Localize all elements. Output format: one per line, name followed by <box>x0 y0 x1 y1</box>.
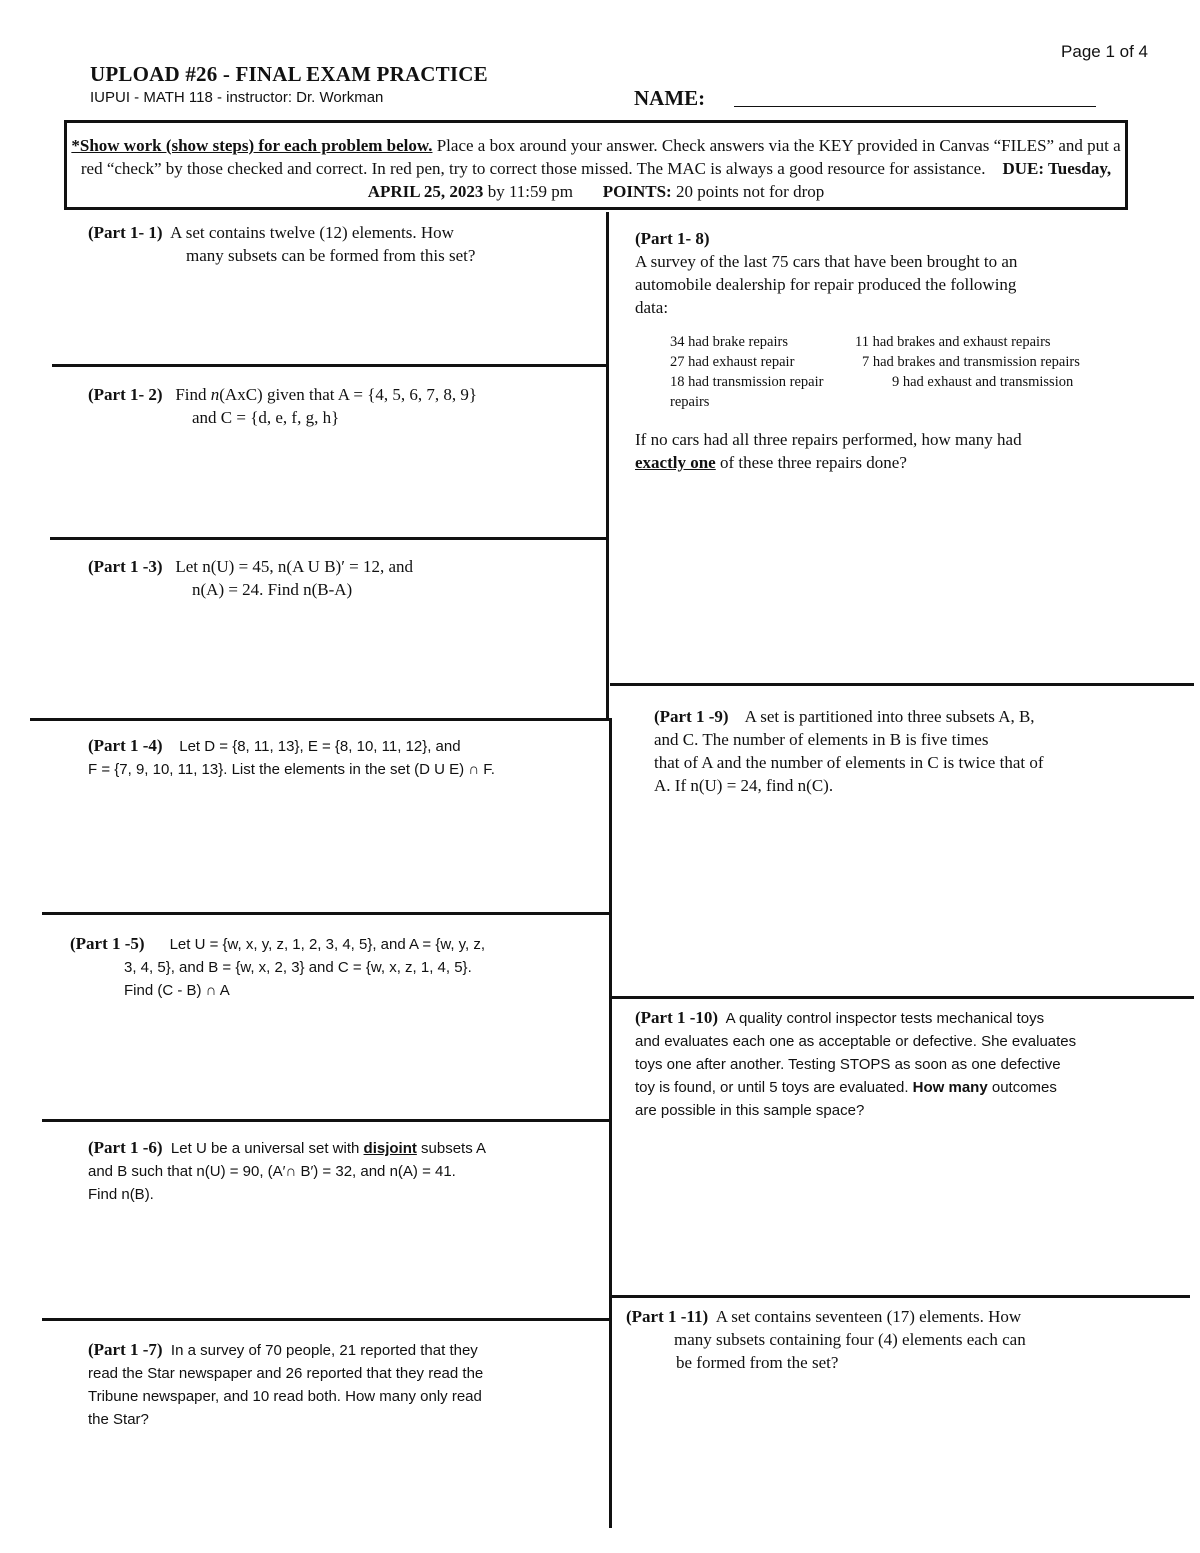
problem-8-question <box>635 428 1155 474</box>
problem-text: that of A and the number of elements in C is twice that of <box>654 753 1044 772</box>
divider-h-right-2 <box>612 996 1194 999</box>
course-subtitle: IUPUI - MATH 118 - instructor: Dr. Workman <box>90 89 384 106</box>
instructions-box <box>64 120 1128 210</box>
problem-label: (Part 1 -5) <box>70 934 145 953</box>
problem-text: A set is partitioned into three subsets A, B, <box>744 707 1035 726</box>
problem-5 <box>70 932 605 1002</box>
problem-9 <box>654 705 1174 797</box>
problem-4 <box>88 734 603 781</box>
problem-label: (Part 1 -4) <box>88 736 163 755</box>
problem-text: Let U = {w, x, y, z, 1, 2, 3, 4, 5}, and A = {w, y, z, <box>169 936 486 953</box>
survey-data-item: 18 had transmission repair <box>670 374 824 390</box>
divider-h-1 <box>52 364 608 367</box>
problem-text: are possible in this sample space? <box>635 1102 865 1119</box>
problem-text: A set contains twelve (12) elements. How <box>170 223 454 242</box>
points-text: 20 points not for drop <box>671 182 825 201</box>
problem-text: Let U be a universal set with <box>170 1140 364 1157</box>
problem-8 <box>635 227 1155 319</box>
problem-label: (Part 1- 8) <box>635 229 710 248</box>
due-label: DUE: Tuesday, APRIL 25, 2023 <box>367 159 1112 201</box>
problem-label: (Part 1 -9) <box>654 707 729 726</box>
instructions-text: Place a box around your answer. Check answers via the KEY provided in Canvas “FILES” and put a red “check” by those checked and correct. In red pen, try to correct those missed. The MAC is always a good resource for assistance. <box>80 136 1121 178</box>
problem-3 <box>88 555 603 601</box>
problem-text: toys one after another. Testing STOPS as soon as one defective <box>635 1056 1061 1073</box>
problem-text: subsets A <box>416 1140 487 1157</box>
problem-label: (Part 1- 1) <box>88 223 163 242</box>
divider-vertical-bottom <box>609 718 612 1528</box>
survey-data-item: 11 had brakes and exhaust repairs <box>855 334 1051 350</box>
problem-emphasis: exactly one <box>635 453 716 472</box>
page-number: Page 1 of 4 <box>1061 42 1148 61</box>
problem-10 <box>635 1006 1175 1122</box>
survey-data-item: 27 had exhaust repair <box>670 354 795 370</box>
problem-text: If no cars had all three repairs performed, how many had <box>635 430 1022 449</box>
due-time: by 11:59 pm <box>483 182 574 201</box>
problem-text: A quality control inspector tests mechanical toys <box>725 1010 1045 1027</box>
problem-text: the Star? <box>88 1411 149 1428</box>
divider-h-5 <box>42 1119 610 1122</box>
problem-text: 3, 4, 5}, and B = {w, x, 2, 3} and C = {w, x, z, 1, 4, 5}. <box>124 959 472 976</box>
survey-data-item: 9 had exhaust and transmission <box>892 374 1074 390</box>
problem-text: Find (C - B) ∩ A <box>124 982 230 999</box>
problem-label: (Part 1 -10) <box>635 1008 719 1027</box>
problem-11 <box>626 1305 1166 1374</box>
problem-text: and evaluates each one as acceptable or defective. She evaluates <box>635 1033 1077 1050</box>
problem-text: and B such that n(U) = 90, (A′∩ B′) = 32, and n(A) = 41. <box>88 1163 456 1180</box>
problem-text: In a survey of 70 people, 21 reported that they <box>170 1342 478 1359</box>
problem-text: Let n(U) = 45, n(A U B)′ = 12, and <box>175 557 414 576</box>
divider-h-right-1 <box>610 683 1194 686</box>
problem-6 <box>88 1136 603 1206</box>
problem-text: and C = {d, e, f, g, h} <box>192 408 340 427</box>
problem-label: (Part 1 -11) <box>626 1307 709 1326</box>
problem-text: Find <box>175 385 211 404</box>
problem-text: F = {7, 9, 10, 11, 13}. List the elements in the set (D U E) ∩ F. <box>88 761 495 778</box>
problem-text: toy is found, or until 5 toys are evaluated. <box>635 1079 913 1096</box>
problem-text: n(A) = 24. Find n(B-A) <box>192 580 353 599</box>
problem-text: data: <box>635 298 669 317</box>
divider-h-2 <box>50 537 608 540</box>
divider-vertical-top <box>606 212 609 720</box>
problem-text: outcomes <box>987 1079 1057 1096</box>
divider-h-3 <box>30 718 610 721</box>
points-label: POINTS: <box>602 182 672 201</box>
instructions-lead: *Show work (show steps) for each problem below. <box>71 136 433 155</box>
name-blank-line <box>734 106 1096 107</box>
problem-2 <box>88 383 603 429</box>
problem-emphasis: How many <box>912 1079 988 1096</box>
problem-text: many subsets containing four (4) elements each can <box>674 1330 1026 1349</box>
problem-text: Let D = {8, 11, 13}, E = {8, 10, 11, 12}, and <box>179 738 461 755</box>
problem-text: A set contains seventeen (17) elements. How <box>715 1307 1022 1326</box>
problem-label: (Part 1 -3) <box>88 557 163 576</box>
problem-text: Tribune newspaper, and 10 read both. How many only read <box>88 1388 482 1405</box>
problem-text: automobile dealership for repair produced the following <box>635 275 1017 294</box>
problem-text: A. If n(U) = 24, find n(C). <box>654 776 834 795</box>
problem-variable: n <box>210 385 220 404</box>
survey-data-item: 34 had brake repairs <box>670 334 788 350</box>
problem-7 <box>88 1338 603 1431</box>
problem-label: (Part 1- 2) <box>88 385 163 404</box>
divider-h-right-3 <box>612 1295 1190 1298</box>
problem-text: Find n(B). <box>88 1186 154 1203</box>
survey-data <box>670 332 1140 412</box>
problem-text: (AxC) given that A = {4, 5, 6, 7, 8, 9} <box>219 385 478 404</box>
problem-label: (Part 1 -7) <box>88 1340 163 1359</box>
problem-text: of these three repairs done? <box>715 453 907 472</box>
problem-text: be formed from the set? <box>676 1353 839 1372</box>
problem-1 <box>88 221 598 267</box>
problem-text: A survey of the last 75 cars that have been brought to an <box>635 252 1018 271</box>
divider-h-6 <box>42 1318 610 1321</box>
name-label: NAME: <box>634 86 706 110</box>
survey-data-item: 7 had brakes and transmission repairs <box>862 354 1080 370</box>
page-title: UPLOAD #26 - FINAL EXAM PRACTICE <box>90 62 488 86</box>
survey-data-item: repairs <box>670 394 710 410</box>
problem-label: (Part 1 -6) <box>88 1138 163 1157</box>
problem-text: many subsets can be formed from this set? <box>186 246 476 265</box>
problem-text: and C. The number of elements in B is five times <box>654 730 989 749</box>
problem-emphasis: disjoint <box>363 1140 417 1157</box>
problem-text: read the Star newspaper and 26 reported that they read the <box>88 1365 484 1382</box>
divider-h-4 <box>42 912 610 915</box>
